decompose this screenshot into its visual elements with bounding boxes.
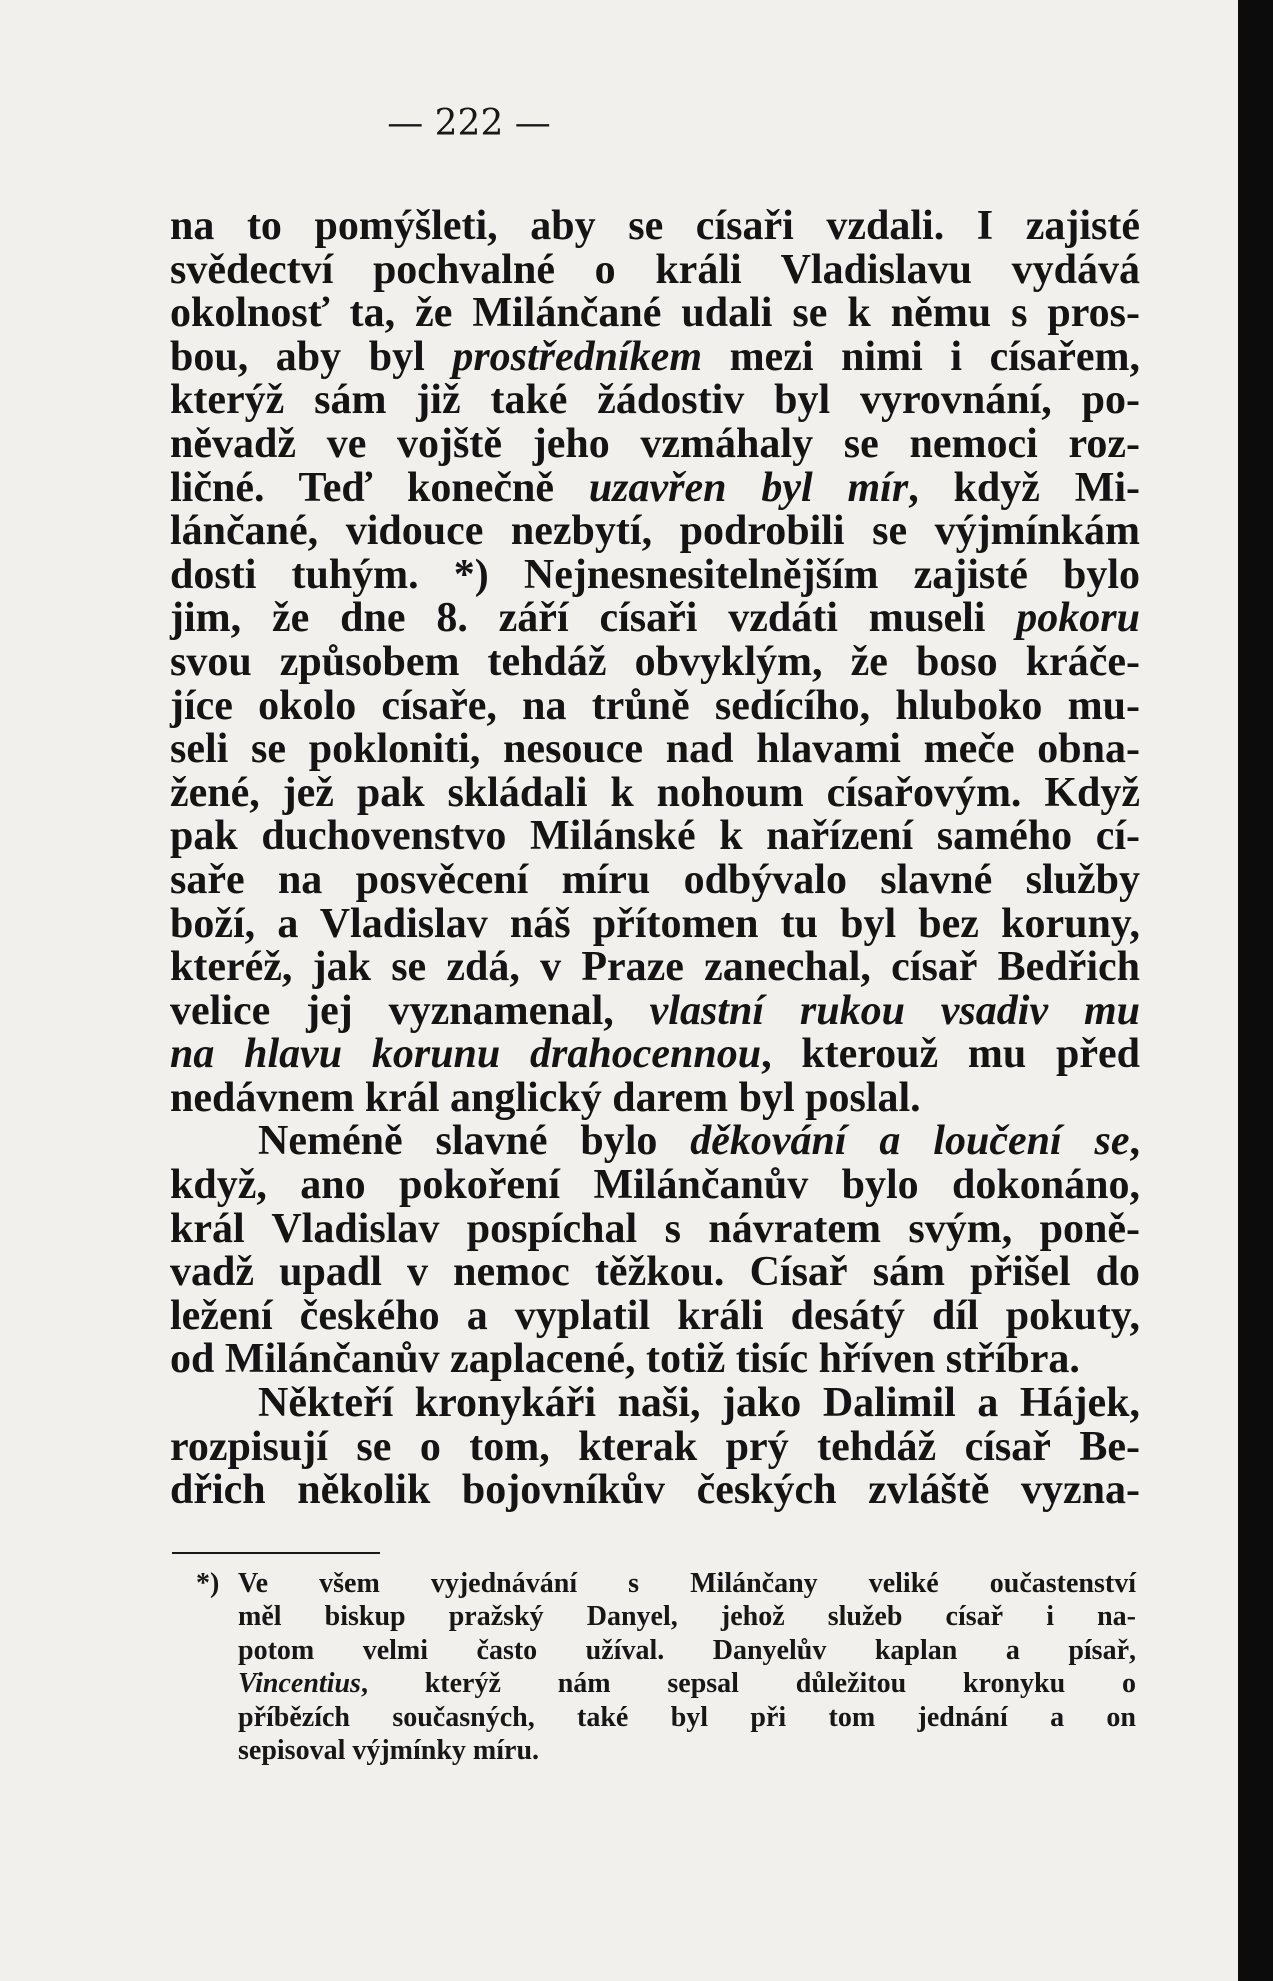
- italic-phrase: vlastní rukou vsadiv mu: [649, 987, 1140, 1034]
- body-text: [170, 205, 1140, 1513]
- page-number: — 222 —: [387, 103, 551, 144]
- text-run: když, ano pokoření Milánčanův bylo dokonáno,: [170, 1162, 1140, 1209]
- text-run: žené, jež pak skládali k nohoum císařovým. Když: [170, 769, 1140, 816]
- footnote-line: [238, 1600, 1136, 1633]
- text-run: kteréž, jak se zdá, v Praze zanechal, císař Bedřich: [170, 944, 1140, 991]
- text-run: kterýž sám již také žádostiv byl vyrovnání, po-: [170, 377, 1140, 424]
- text-run: mezi nimi i císařem,: [702, 333, 1140, 380]
- text-line: [170, 682, 1140, 729]
- text-line: [170, 900, 1140, 947]
- text-run: okolnosť ta, že Milánčané udali se k němu s pros-: [170, 290, 1140, 337]
- text-run: vadž upadl v nemoc těžkou. Císař sám přišel do: [170, 1249, 1140, 1296]
- text-run: ličné. Teď konečně: [170, 464, 589, 511]
- text-run: bou, aby byl: [170, 333, 453, 380]
- text-line: [170, 1292, 1140, 1339]
- footnote-line: [238, 1734, 1136, 1767]
- italic-phrase: na hlavu korunu drahocennou: [170, 1031, 762, 1078]
- text-line: [170, 1338, 1140, 1382]
- text-line: [170, 1033, 1140, 1077]
- text-run: dosti tuhým. *) Nejnesnesitelnějším zajisté bylo: [170, 551, 1140, 598]
- text-run: boží, a Vladislav náš přítomen tu byl bez koruny,: [170, 900, 1140, 947]
- text-line: [170, 946, 1140, 990]
- text-line: [170, 420, 1140, 467]
- footnote-line: [238, 1567, 1136, 1600]
- italic-phrase: pokoru: [1016, 595, 1140, 642]
- text-run: král Vladislav pospíchal s návratem svým, poně-: [170, 1205, 1140, 1252]
- text-line: [170, 638, 1140, 685]
- text-run: od Milánčanův zaplacené, totiž tisíc hříven stříbra.: [170, 1336, 1080, 1383]
- text-run: potom velmi často užíval. Danyelův kaplan a písař,: [238, 1634, 1136, 1666]
- text-run: svědectví pochvalné o králi Vladislavu vydává: [170, 246, 1140, 293]
- text-run: pak duchovenstvo Milánské k nařízení samého cí-: [170, 813, 1140, 860]
- text-line: [170, 379, 1140, 423]
- text-line: [170, 1164, 1140, 1208]
- footnote-line: [238, 1701, 1136, 1734]
- text-line: [170, 1074, 1140, 1121]
- text-line: [170, 464, 1141, 511]
- text-line: [170, 856, 1140, 903]
- text-run: ležení českého a vyplatil králi desátý díl pokuty,: [170, 1292, 1140, 1339]
- text-line: [170, 205, 1140, 249]
- text-run: seli se pokloniti, nesouce nad hlavami meče obna-: [170, 726, 1140, 773]
- text-line: [170, 1205, 1140, 1252]
- text-line: [170, 292, 1140, 336]
- text-run: sepisoval výjmínky míru.: [238, 1734, 540, 1766]
- text-line: [170, 333, 1140, 380]
- footnote-line: [238, 1667, 1136, 1700]
- text-line: [170, 597, 1140, 641]
- text-run: svou způsobem tehdáž obvyklým, že boso kráče-: [170, 638, 1140, 685]
- text-line: [170, 1469, 1140, 1513]
- text-run: , kterouž mu před: [761, 1031, 1140, 1078]
- italic-phrase: uzavřen byl mír: [588, 464, 909, 511]
- italic-phrase: Vincentius: [238, 1668, 361, 1700]
- text-line: [170, 987, 1140, 1034]
- text-run: rozpisují se o tom, kterak prý tehdáž císař Be-: [170, 1423, 1140, 1470]
- text-run: jim, že dne 8. září císaři vzdáti museli: [170, 595, 1017, 642]
- italic-phrase: děkování a loučení se: [690, 1118, 1130, 1165]
- footnote: [196, 1567, 1136, 1767]
- text-run: měl biskup pražský Danyel, jehož služeb císař i na-: [238, 1601, 1136, 1633]
- text-line: [170, 510, 1140, 554]
- text-line: [170, 1382, 1140, 1426]
- footnote-line: [238, 1634, 1136, 1667]
- text-run: lánčané, vidouce nezbytí, podrobili se výjmínkám: [170, 508, 1140, 555]
- text-run: velice jej vyznamenal,: [170, 987, 650, 1034]
- text-run: jíce okolo císaře, na trůně sedícího, hluboko mu-: [170, 682, 1140, 729]
- text-run: , když Mi-: [908, 464, 1141, 511]
- text-line: [170, 551, 1140, 598]
- text-line: [170, 1120, 1140, 1164]
- text-run: Někteří kronykáři naši, jako Dalimil a Hájek,: [258, 1380, 1140, 1427]
- text-line: [170, 1423, 1140, 1470]
- text-line: [170, 769, 1140, 816]
- text-run: příbězích současných, také byl při tom jednání a on: [238, 1701, 1136, 1733]
- text-run: Neméně slavné bylo: [258, 1118, 691, 1165]
- text-run: Ve všem vyjednávání s Milánčany veliké oučastenství: [238, 1568, 1136, 1599]
- text-run: na to pomýšleti, aby se císaři vzdali. I zajisté: [170, 203, 1140, 249]
- text-line: [170, 815, 1140, 859]
- text-line: [170, 246, 1140, 293]
- text-run: saře na posvěcení míru odbývalo slavné služby: [170, 856, 1140, 903]
- text-run: nedávnem král anglický darem byl poslal.: [170, 1074, 921, 1121]
- text-run: ,: [1129, 1118, 1140, 1165]
- italic-phrase: prostředníkem: [452, 333, 702, 380]
- footnote-marker: *): [196, 1568, 220, 1599]
- text-run: , kterýž nám sepsal důležitou kronyku o: [360, 1668, 1136, 1700]
- text-run: něvadž ve vojště jeho vzmáhaly se nemoci roz-: [170, 420, 1140, 467]
- scan-edge: [1238, 0, 1273, 1981]
- text-line: [170, 728, 1140, 772]
- text-line: [170, 1251, 1140, 1295]
- footnote-divider: [172, 1552, 380, 1554]
- text-run: dřich několik bojovníkův českých zvláště vyzna-: [170, 1467, 1140, 1514]
